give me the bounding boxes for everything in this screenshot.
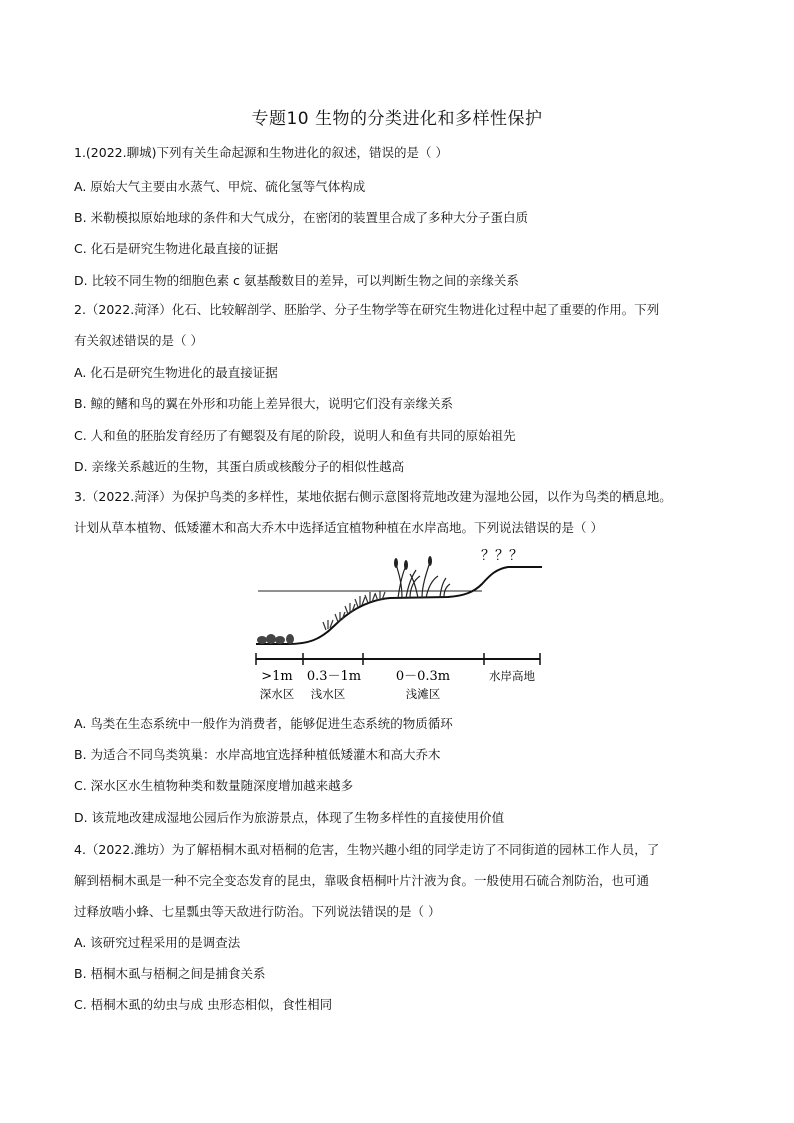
- page-title: 专题10 生物的分类进化和多样性保护: [251, 109, 543, 129]
- question-3-stem-line-1: 3.（2022.菏泽）为保护鸟类的多样性，某地依据右侧示意图将荒地改建为湿地公园，以作为鸟类的栖息地。: [74, 489, 672, 504]
- zone-range-deep: >1m: [261, 669, 293, 684]
- zone-name-beach: 浅滩区: [405, 687, 441, 701]
- question-4-option-c: C. 梧桐木虱的幼虫与成 虫形态相似，食性相同: [74, 997, 333, 1012]
- zone-range-shallow: 0.3－1m: [306, 669, 362, 684]
- question-4-stem-line-2: 解到梧桐木虱是一种不完全变态发育的昆虫，靠吸食梧桐叶片汁液为食。一般使用石硫合剂防治，也可通: [74, 873, 650, 888]
- question-3-option-d: D. 该荒地改建成湿地公园后作为旅游景点，体现了生物多样性的直接使用价值: [74, 810, 505, 825]
- terrain-profile: [256, 567, 542, 644]
- zone-name-deep: 深水区: [259, 687, 295, 701]
- reed-heads: [394, 556, 432, 570]
- question-1-option-b: B. 米勒模拟原始地球的条件和大气成分，在密闭的装置里合成了多种大分子蛋白质: [74, 210, 529, 225]
- zone-name-shallow: 浅水区: [310, 687, 346, 701]
- question-3-stem-line-2: 计划从草本植物、低矮灌木和高大乔木中选择适宜植物种植在水岸高地。下列说法错误的是（ ）: [74, 520, 603, 535]
- zone-name-bank: 水岸高地: [489, 669, 535, 683]
- unknown-plants-label: ？？？: [481, 548, 523, 564]
- question-1-option-c: C. 化石是研究生物进化最直接的证据: [74, 241, 279, 256]
- question-1-stem: 1.(2022.聊城)下列有关生命起源和生物进化的叙述，错误的是（ ）: [74, 145, 448, 160]
- question-4-stem-line-1: 4.（2022.潍坊）为了解梧桐木虱对梧桐的危害，生物兴趣小组的同学走访了不同街道的园林工作人员，了: [74, 842, 660, 857]
- question-3-option-b: B. 为适合不同鸟类筑巢：水岸高地宜选择种植低矮灌木和高大乔木: [74, 747, 441, 762]
- question-4-option-b: B. 梧桐木虱与梧桐之间是捕食关系: [74, 966, 266, 981]
- wetland-zone-diagram: [250, 544, 550, 704]
- question-2-option-d: D. 亲缘关系越近的生物，其蛋白质或核酸分子的相似性越高: [74, 459, 405, 474]
- question-3-option-c: C. 深水区水生植物种类和数量随深度增加越来越多: [74, 778, 354, 793]
- emergent-reeds: [396, 562, 450, 598]
- question-1-option-a: A. 原始大气主要由水蒸气、甲烷、硫化氢等气体构成: [74, 179, 366, 194]
- question-2-stem-line-2: 有关叙述错误的是（ ）: [74, 333, 203, 348]
- zone-range-beach: 0－0.3m: [395, 669, 451, 684]
- question-2-option-a: A. 化石是研究生物进化的最直接证据: [74, 365, 278, 380]
- question-2-option-c: C. 人和鱼的胚胎发育经历了有鳃裂及有尾的阶段，说明人和鱼有共同的原始祖先: [74, 428, 516, 443]
- question-4-stem-line-3: 过释放啮小蜂、七星瓢虫等天敌进行防治。下列说法错误的是（ ）: [74, 904, 441, 919]
- question-4-option-a: A. 该研究过程采用的是调查法: [74, 935, 241, 950]
- question-3-option-a: A. 鸟类在生态系统中一般作为消费者，能够促进生态系统的物质循环: [74, 716, 453, 731]
- question-2-option-b: B. 鲸的鳍和鸟的翼在外形和功能上差异很大，说明它们没有亲缘关系: [74, 396, 454, 411]
- question-1-option-d: D. 比较不同生物的细胞色素 c 氨基酸数目的差异，可以判断生物之间的亲缘关系: [74, 273, 519, 288]
- question-2-stem-line-1: 2.（2022.菏泽）化石、比较解剖学、胚胎学、分子生物学等在研究生物进化过程中起了重要的作用。下列: [74, 302, 660, 317]
- submerged-plants: [257, 634, 294, 644]
- wetland-diagram-svg: [250, 544, 550, 704]
